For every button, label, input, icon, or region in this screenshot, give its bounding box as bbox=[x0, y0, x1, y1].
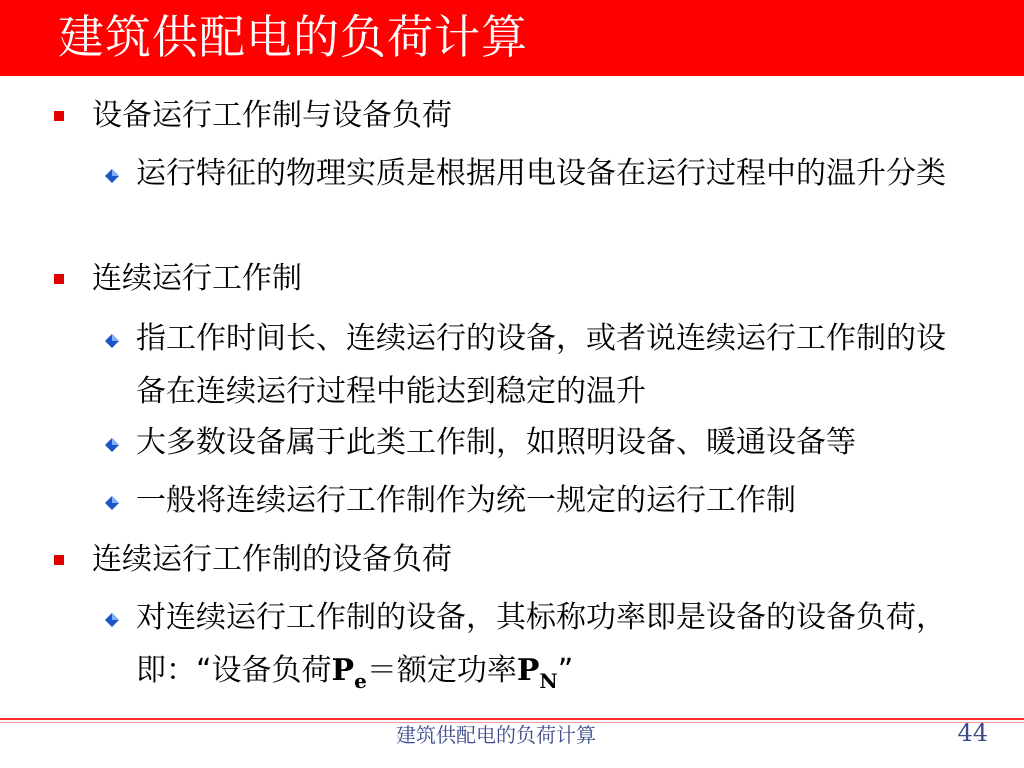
formula-prefix: 对连续运行工作制的设备，其标称功率即是设备的设备负荷，即：“设备负荷 bbox=[136, 600, 946, 688]
symbol-p-n: P bbox=[516, 653, 540, 688]
square-bullet-icon bbox=[54, 555, 64, 565]
subscript-n: N bbox=[539, 669, 558, 693]
diamond-bullet-icon bbox=[104, 612, 120, 628]
page-number: 44 bbox=[957, 719, 988, 747]
diamond-bullet-icon bbox=[104, 437, 120, 453]
bullet-level2-5 bbox=[136, 591, 966, 700]
bullet-level2-2: 指工作时间长、连续运行的设备，或者说连续运行工作制的设备在连续运行过程中能达到稳定的温升 bbox=[136, 321, 946, 409]
formula-middle: ＝额定功率 bbox=[366, 653, 517, 688]
square-bullet-icon bbox=[54, 111, 64, 121]
footer-divider bbox=[0, 718, 1024, 720]
slide-title: 建筑供配电的负荷计算 bbox=[58, 10, 528, 64]
diamond-bullet-icon bbox=[104, 333, 120, 349]
symbol-p-e: P bbox=[331, 653, 355, 688]
diamond-bullet-icon bbox=[104, 495, 120, 511]
bullet-level1-2: 连续运行工作制 bbox=[92, 261, 302, 296]
subscript-e: e bbox=[354, 669, 367, 693]
bullet-level2-3: 大多数设备属于此类工作制，如照明设备、暖通设备等 bbox=[136, 425, 856, 460]
square-bullet-icon bbox=[54, 274, 64, 284]
bullet-level2-1: 运行特征的物理实质是根据用电设备在运行过程中的温升分类 bbox=[136, 156, 946, 191]
formula-suffix: ” bbox=[557, 653, 574, 688]
diamond-bullet-icon bbox=[104, 168, 120, 184]
bullet-level1-3: 连续运行工作制的设备负荷 bbox=[92, 542, 452, 577]
bullet-level1-1: 设备运行工作制与设备负荷 bbox=[92, 98, 452, 133]
footer-title: 建筑供配电的负荷计算 bbox=[396, 723, 596, 747]
bullet-level2-4: 一般将连续运行工作制作为统一规定的运行工作制 bbox=[136, 483, 796, 518]
